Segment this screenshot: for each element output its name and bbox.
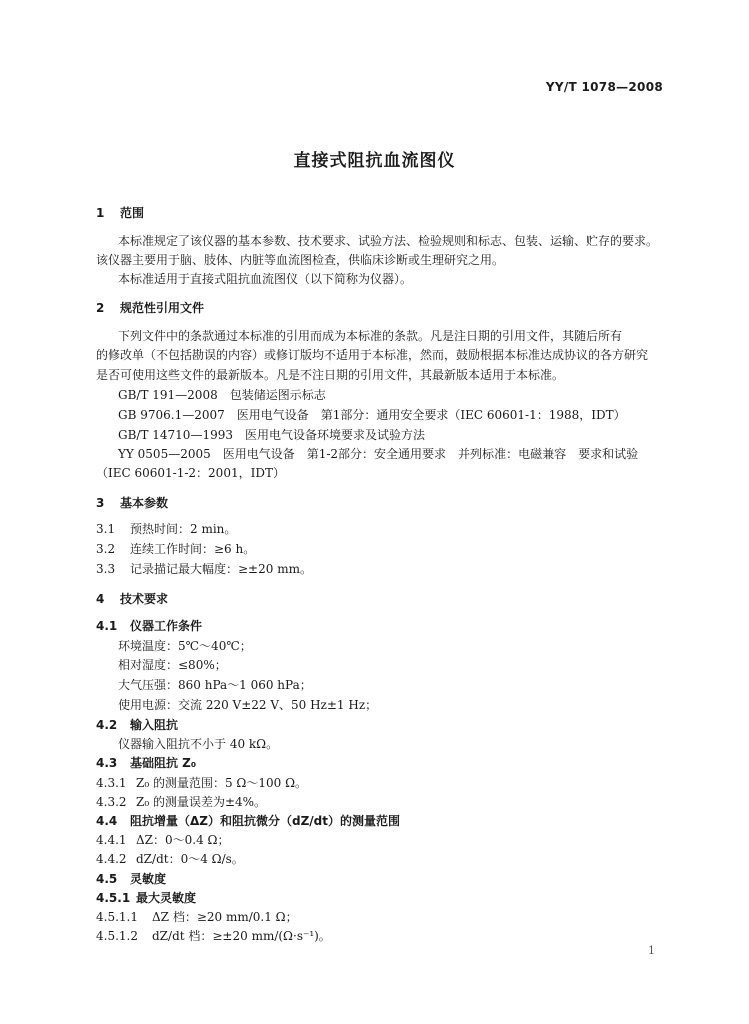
page-number: 1	[648, 944, 655, 957]
clause-title: 仪器工作条件	[130, 619, 203, 633]
section-number: 4	[96, 592, 105, 606]
clause-number: 4.5.1	[96, 891, 131, 905]
section-title: 技术要求	[120, 592, 169, 606]
clause-title: 输入阻抗	[130, 718, 179, 732]
section-4-heading	[96, 590, 168, 607]
clause-item	[96, 927, 331, 944]
section-3-heading	[96, 494, 168, 511]
paragraph-line: 仪器输入阻抗不小于 40 kΩ。	[118, 737, 279, 751]
clause-title: 阻抗增量（ΔZ）和阻抗微分（dZ/dt）的测量范围	[130, 814, 400, 828]
clause-item	[96, 850, 244, 867]
clause-text: ΔZ 档：≥20 mm/0.1 Ω；	[152, 910, 298, 924]
clause-number: 4.4	[96, 814, 118, 828]
reference-item: （IEC 60601-1-2：2001，IDT）	[96, 466, 285, 480]
condition-item: 相对湿度：≤80%；	[118, 658, 227, 672]
clause-text: 连续工作时间：≥6 h。	[130, 542, 256, 556]
clause-number: 4.3	[96, 756, 118, 770]
document-title: 直接式阻抗血流图仪	[293, 151, 456, 171]
clause-item	[96, 908, 298, 925]
clause-title: 最大灵敏度	[136, 891, 197, 905]
clause-text: Z₀ 的测量范围：5 Ω～100 Ω。	[136, 776, 308, 790]
section-number: 2	[96, 301, 105, 315]
clause-number: 3.2	[96, 542, 116, 556]
clause-number: 4.5.1.2	[96, 929, 138, 943]
clause-number: 4.2	[96, 718, 118, 732]
section-title: 范围	[120, 206, 145, 220]
clause-text: ΔZ：0～0.4 Ω；	[136, 833, 230, 847]
clause-item	[96, 560, 312, 577]
clause-number: 4.1	[96, 619, 118, 633]
section-2-heading	[96, 299, 204, 316]
condition-item: 大气压强：860 hPa～1 060 hPa；	[118, 678, 312, 692]
reference-item: YY 0505—2005 医用电气设备 第1-2部分：安全通用要求 并列标准：电磁兼容 要求和试验	[118, 447, 639, 461]
section-number: 1	[96, 206, 105, 220]
clause-heading	[96, 617, 202, 634]
clause-item	[96, 520, 236, 537]
clause-number: 4.3.2	[96, 795, 127, 809]
clause-text: dZ/dt：0～4 Ω/s。	[136, 852, 244, 866]
condition-item: 环境温度：5℃～40℃；	[118, 639, 252, 653]
clause-item	[96, 831, 230, 848]
clause-item	[96, 540, 255, 557]
reference-item: GB/T 191—2008 包装储运图示标志	[118, 388, 326, 402]
paragraph-line: 本标准适用于直接式阻抗血流图仪（以下简称为仪器）。	[118, 272, 413, 286]
clause-heading	[96, 716, 178, 733]
clause-text: 记录描记最大幅度：≥±20 mm。	[130, 562, 312, 576]
paragraph-line: 的修改单（不包括勘误的内容）或修订版均不适用于本标准，然而，鼓励根据本标准达成协议的各方研究	[96, 348, 649, 362]
clause-number: 3.3	[96, 562, 116, 576]
clause-title: 基础阻抗 Z₀	[130, 756, 197, 770]
condition-item: 使用电源：交流 220 V±22 V、50 Hz±1 Hz；	[118, 698, 378, 712]
reference-item: GB 9706.1—2007 医用电气设备 第1部分：通用安全要求（IEC 60601-1：1988，IDT）	[118, 408, 626, 422]
clause-heading	[96, 812, 400, 829]
clause-text: dZ/dt 档：≥±20 mm/(Ω·s⁻¹)。	[152, 929, 331, 943]
clause-number: 3.1	[96, 522, 116, 536]
clause-number: 4.3.1	[96, 776, 127, 790]
clause-heading	[96, 870, 166, 887]
section-1-heading	[96, 204, 144, 221]
clause-heading	[96, 889, 196, 906]
clause-heading	[96, 754, 196, 771]
clause-number: 4.4.2	[96, 852, 127, 866]
clause-item	[96, 793, 266, 810]
paragraph-line: 本标准规定了该仪器的基本参数、技术要求、试验方法、检验规则和标志、包装、运输、贮存的要求。	[118, 234, 659, 248]
clause-text: 预热时间：2 min。	[130, 522, 237, 536]
clause-number: 4.5	[96, 872, 118, 886]
clause-item	[96, 774, 307, 791]
paragraph-line: 是否可使用这些文件的最新版本。凡是不注日期的引用文件，其最新版本适用于本标准。	[96, 368, 565, 382]
clause-number: 4.5.1.1	[96, 910, 138, 924]
clause-text: Z₀ 的测量误差为±4%。	[136, 795, 267, 809]
paragraph-line: 下列文件中的条款通过本标准的引用而成为本标准的条款。凡是注日期的引用文件，其随后所有	[118, 329, 623, 343]
clause-title: 灵敏度	[130, 872, 167, 886]
standard-number: YY/T 1078—2008	[545, 80, 663, 94]
clause-number: 4.4.1	[96, 833, 127, 847]
section-number: 3	[96, 496, 105, 510]
section-title: 基本参数	[120, 496, 169, 510]
reference-item: GB/T 14710—1993 医用电气设备环境要求及试验方法	[118, 428, 425, 442]
section-title: 规范性引用文件	[120, 301, 205, 315]
paragraph-line: 该仪器主要用于脑、肢体、内脏等血流图检查，供临床诊断或生理研究之用。	[96, 253, 505, 267]
